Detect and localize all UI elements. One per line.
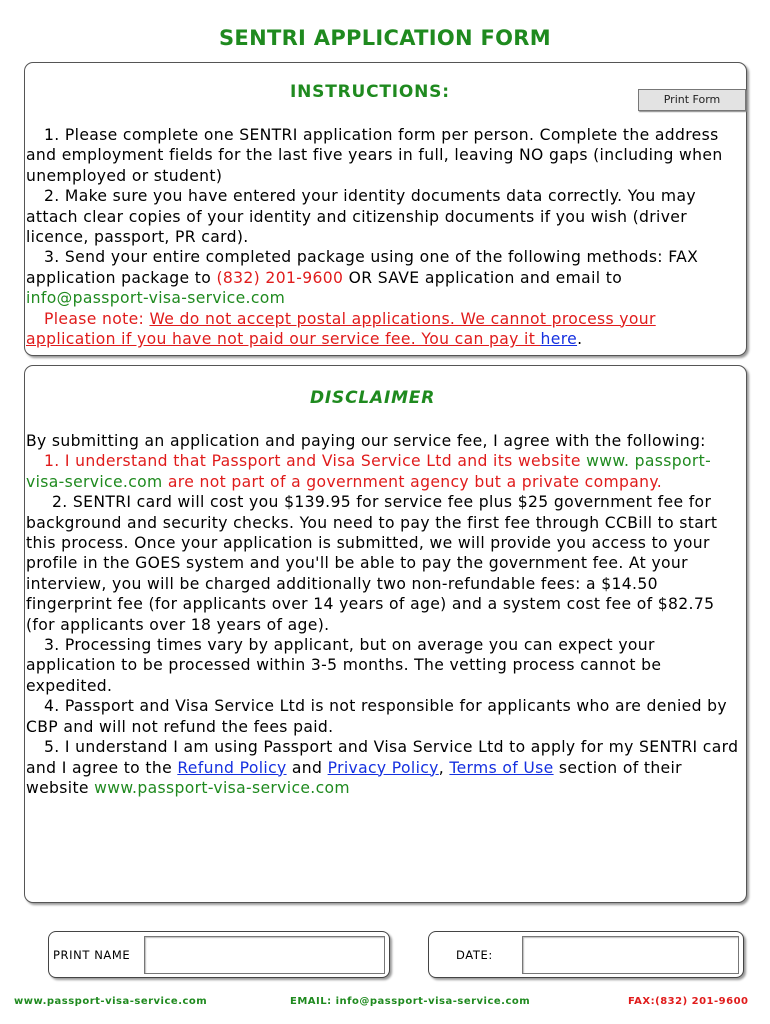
email-address: info@passport-visa-service.com [26, 289, 286, 308]
disclaimer-heading: DISCLAIMER [310, 388, 436, 408]
disclaimer-5-and: and [286, 758, 328, 777]
date-input[interactable] [522, 936, 739, 974]
terms-of-use-link[interactable]: Terms of Use [449, 758, 554, 777]
instructions-body [26, 125, 742, 349]
disclaimer-item-3: 3. Processing times vary by applicant, but on average you can expect your application to be processed within 3-5 months. The vetting process cannot be expedited. [26, 636, 662, 695]
footer-fax: FAX:(832) 201-9600 [628, 996, 749, 1007]
payment-note [26, 309, 742, 350]
disclaimer-item-5 [26, 737, 744, 798]
disclaimer-5-text: 5. I understand I am using Passport and Visa Service Ltd to apply for my SENTRI card and I agree to the [26, 738, 739, 777]
note-label: Please note: [44, 309, 150, 328]
print-name-label: PRINT NAME [53, 948, 131, 962]
disclaimer-5-website: www.passport-visa-service.com [94, 778, 350, 797]
disclaimer-item-4: 4. Passport and Visa Service Ltd is not responsible for applicants who are denied by CBP and will not refund the fees paid. [26, 697, 727, 736]
instruction-3-text-b: OR SAVE application and email to [343, 268, 623, 287]
instructions-heading: INSTRUCTIONS: [290, 82, 450, 102]
disclaimer-intro: By submitting an application and paying our service fee, I agree with the following: [26, 432, 706, 450]
print-form-button[interactable]: Print Form [638, 89, 746, 111]
footer-website: www.passport-visa-service.com [14, 996, 208, 1007]
disclaimer-1-text-b: are not part of a government agency but a private company. [162, 472, 663, 491]
fax-number: (832) 201-9600 [216, 268, 344, 287]
note-text: We do not accept postal applications. We cannot process your application if you have not paid our service fee. You can pay it [26, 309, 656, 349]
note-end: . [577, 330, 583, 349]
instruction-item-1: 1. Please complete one SENTRI application form per person. Complete the address and employment fields for the last five years in full, leaving NO gaps (including when unemployed or student) [26, 126, 723, 185]
pay-here-link[interactable]: here [540, 330, 578, 349]
footer-email: EMAIL: info@passport-visa-service.com [290, 996, 531, 1007]
disclaimer-item-1 [26, 451, 744, 492]
disclaimer-5-comma: , [438, 758, 450, 777]
instruction-item-2: 2. Make sure you have entered your identity documents data correctly. You may attach clear copies of your identity and citizenship documents if you wish (driver licence, passport, PR card). [26, 187, 696, 247]
disclaimer-1-website: www. passport-visa-service.com [26, 452, 712, 491]
refund-policy-link[interactable]: Refund Policy [177, 758, 287, 777]
instruction-item-3 [26, 247, 742, 308]
print-name-input[interactable] [144, 936, 385, 974]
disclaimer-item-2: 2. SENTRI card will cost you $139.95 for service fee plus $25 government fee for background and security checks. You need to pay the first fee through CCBill to start this process. Once your application is submitted, we will provide you access to your profile in the GOES system and you'll be able to pay the government fee. At your interview, you will be charged additionally two non-refundable fees: a $14.50 fingerprint fee (for applicants over 14 years of age) and a system cost fee of $82.75 (for applicants over 18 years of age). [26, 493, 718, 634]
disclaimer-5-text-b: section of their website [26, 758, 682, 797]
page-title: SENTRI APPLICATION FORM [219, 26, 551, 50]
privacy-policy-link[interactable]: Privacy Policy [327, 758, 439, 777]
instruction-3-text: 3. Send your entire completed package using one of the following methods: FAX application package to [26, 248, 699, 287]
disclaimer-body [26, 431, 744, 798]
date-label: DATE: [456, 948, 493, 962]
disclaimer-1-text: 1. I understand that Passport and Visa Service Ltd and its website [44, 452, 587, 471]
